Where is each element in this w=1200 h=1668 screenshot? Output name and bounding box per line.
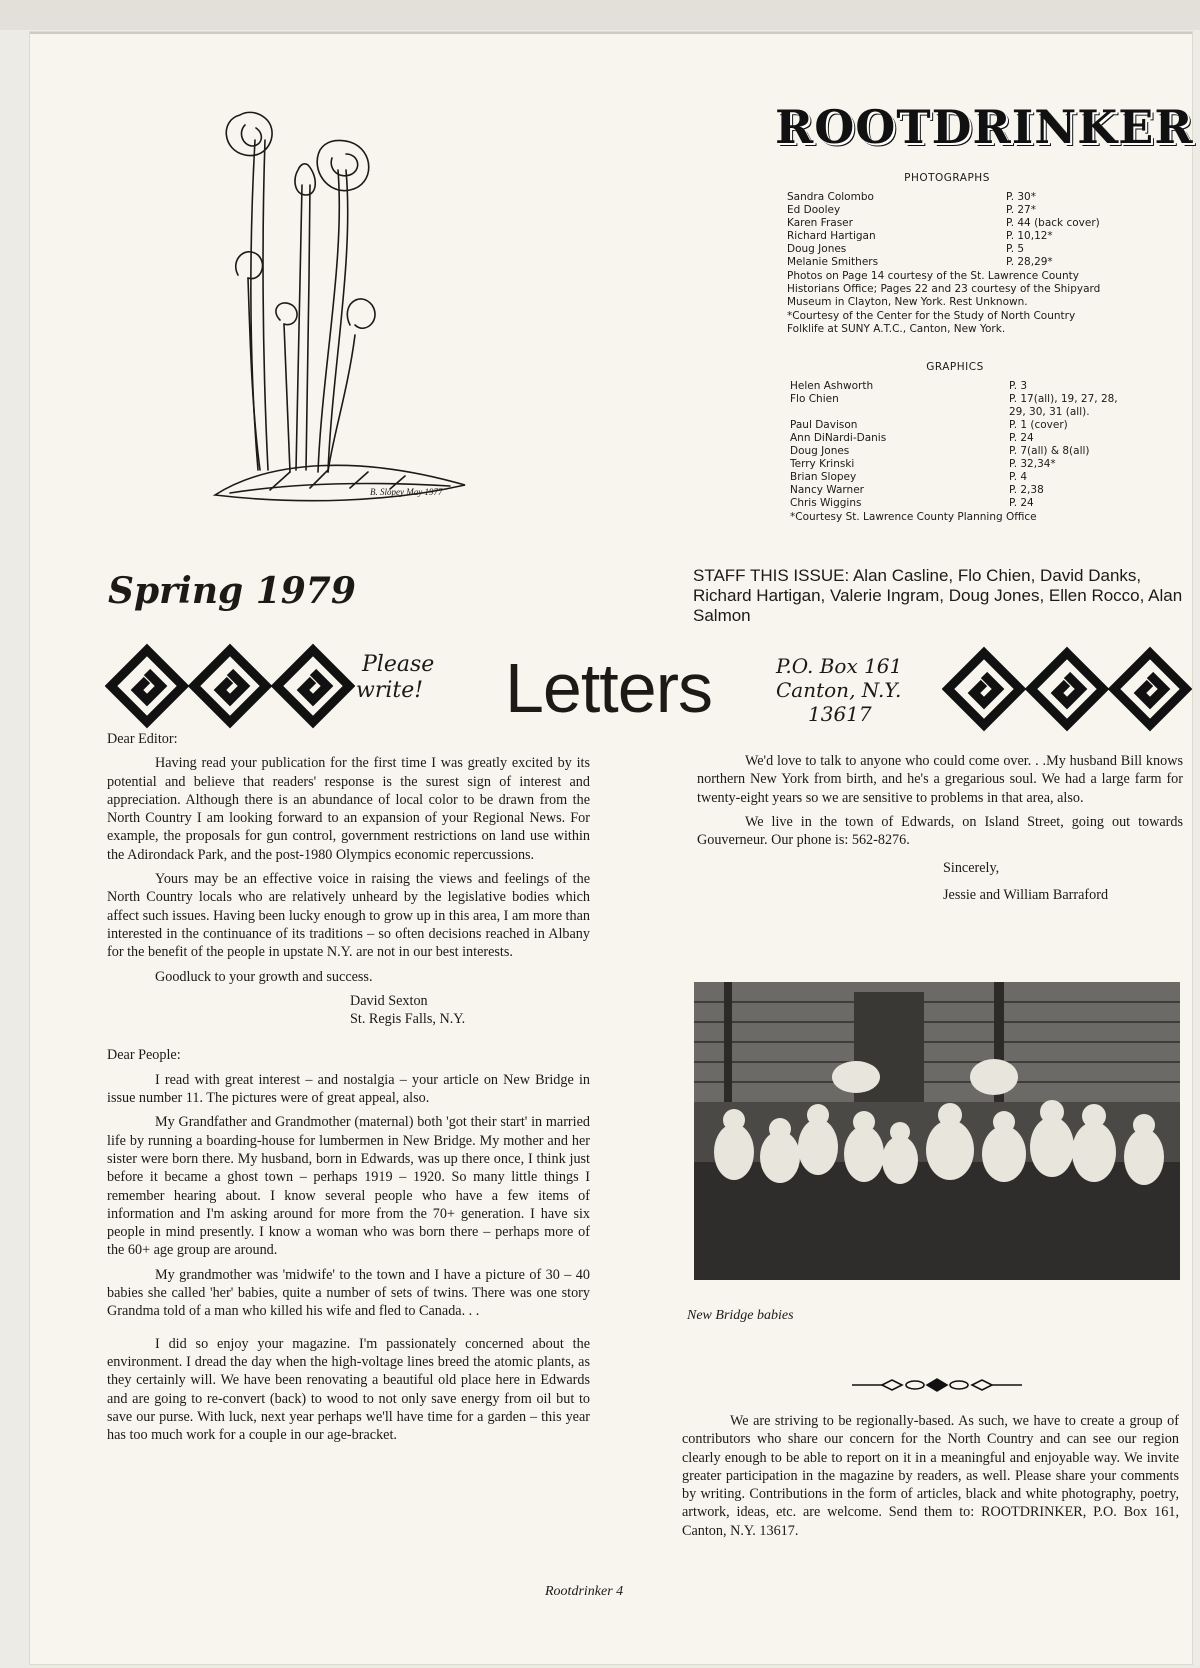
letter1-signature-name: David Sexton [350,992,428,1009]
greek-key-ornament-left [105,642,355,732]
page-footer: Rootdrinker 4 [545,1584,624,1599]
graphics-credit-row [790,458,1120,471]
please-write-note [356,652,435,704]
fern-artist-signature: B. Slopey May 1977 [370,487,443,497]
photographs-credit-row [787,191,1107,204]
photographs-heading: PHOTOGRAPHS [904,172,990,184]
graphics-credit-name: Terry Krinski [790,458,855,470]
graphics-credits [790,361,1120,524]
photographs-credit-pages: P. 28,29* [1006,256,1053,268]
graphics-credit-row [790,497,1120,510]
letter1-paragraph: Having read your publication for the first time I was greatly excited by its potential and believe that readers' response is the surest sign of interest and appreciation. Although there is an abundance of local color to be drawn from the North Country I am looking forward to an expansion of your Regional News. For example, the proposals for gun control, government restrictions on land use within the Adirondack Park, and the post-1980 Olympics economic repercussions. [107,755,590,863]
editorial-note [682,1412,1179,1546]
masthead-title: ROOTDRINKER [775,100,1194,154]
graphics-credit-pages: P. 1 (cover) [1009,419,1068,431]
photographs-credit-name: Melanie Smithers [787,256,879,268]
photographs-credit-pages: P. 27* [1006,204,1036,216]
letter2-paragraph: My Grandfather and Grandmother (maternal) both 'got their start' in married life by running a boarding-house for lumbermen in New Bridge. My mother and her sister were born there. My husband, born in Edwards, was up there once, I think just before it became a ghost town – perhaps 1919 – 1920. So many little things I remember hearing about. I know several people who have a few items of information and I'm asking around for more from the 70+ generation. I have six people in mind presently. I know a woman who was born there – perhaps more of the 60+ age group are around. [107,1114,590,1259]
graphics-credit-name: Nancy Warner [790,484,864,496]
graphics-credit-name: Helen Ashworth [790,380,874,392]
graphics-heading: GRAPHICS [926,361,984,373]
graphics-credit-name: Chris Wiggins [790,497,862,509]
greek-key-ornament-right [942,645,1192,735]
graphics-credit-row [790,432,1120,445]
letter2-paragraph: My grandmother was 'midwife' to the town and I have a picture of 30 – 40 babies she called 'her' babies, quite a number of sets of twins. There was one story Grandma told of a man who killed his wife and fled to Canada. . . [107,1266,590,1320]
letter2-continued-paragraph: We live in the town of Edwards, on Island Street, going out towards Gouverneur. Our phone is: 562-8276. [697,813,1183,849]
photographs-credit-pages: P. 30* [1006,191,1036,203]
letter2-salutation: Dear People: [107,1047,181,1064]
scan-background [0,0,1200,30]
graphics-credit-name: Paul Davison [790,419,858,431]
photo-credit-footnote: *Courtesy of the Center for the Study of North Country Folklife at SUNY A.T.C., Canton, New York. [787,310,1076,335]
photo-credit-note: Photos on Page 14 courtesy of the St. Lawrence County Historians Office; Pages 22 and 23 courtesy of the Shipyard Museum in Clayton, New York. Rest Unknown. [787,270,1101,308]
photographs-credit-pages: P. 44 (back cover) [1006,217,1100,229]
letter1-paragraph: Yours may be an effective voice in raising the views and feelings of the North Country locals who are relatively unheard by the legislative bodies which affect such issues. Having been lucky enough to grow up in this area, I am more than interested in the continuance of its traditions – so often decisions reached in Albany for the benefit of the people in upstate N.Y. are not in our best interests. [107,871,590,961]
photographs-credit-name: Ed Dooley [787,204,841,216]
graphics-credit-pages: P. 4 [1009,471,1028,483]
mailing-address [776,654,902,726]
photographs-credit-name: Doug Jones [787,243,847,255]
please-write-line-1: Please [362,652,435,677]
letter2-paragraph: I read with great interest – and nostalgia – your article on New Bridge in issue number 11. The pictures were of great appeal, also. [107,1071,590,1107]
letter2-continued-paragraph: We'd love to talk to anyone who could come over. . .My husband Bill knows northern New York from birth, and he's a gregarious soul. We had a large farm for twenty-eight years so we are sensitive to problems in that area, also. [697,753,1183,806]
photographs-credit-pages: P. 5 [1006,243,1025,255]
photographs-credit-name: Sandra Colombo [787,191,874,203]
photographs-credit-row [787,217,1107,230]
letter1-salutation: Dear Editor: [107,731,178,747]
graphics-credit-pages: P. 32,34* [1009,458,1056,470]
photographs-credit-row [787,204,1107,217]
graphics-credit-pages: P. 3 [1009,380,1028,392]
graphics-credit-pages: P. 2,38 [1009,484,1044,496]
letter1-signature-place: St. Regis Falls, N.Y. [350,1011,466,1028]
graphics-credit-name: Doug Jones [790,445,850,457]
graphics-credit-footnote: *Courtesy St. Lawrence County Planning Office [790,511,1037,523]
right-column-letter-continued [697,752,1183,904]
graphics-credit-pages: P. 7(all) & 8(all) [1009,445,1090,457]
photo-caption: New Bridge babies [687,1308,794,1323]
graphics-credit-pages: P. 24 [1009,497,1034,509]
graphics-credit-row [790,484,1120,497]
graphics-credit-row [790,380,1120,393]
photographs-credit-name: Karen Fraser [787,217,853,229]
please-write-line-2: write! [356,678,424,703]
letter1-paragraph: Goodluck to your growth and success. [155,968,373,985]
graphics-credit-pages: P. 17(all), 19, 27, 28, 29, 30, 31 (all). [1009,393,1118,418]
graphics-credit-name: Flo Chien [790,393,839,405]
graphics-credit-name: Ann DiNardi-Danis [790,432,887,444]
photographs-credit-row [787,230,1107,243]
graphics-credit-row [790,471,1120,484]
address-line-2: Canton, N.Y. [776,678,902,702]
new-bridge-babies-photo [694,982,1180,1280]
address-line-3: 13617 [808,702,872,726]
photo-credits [787,172,1107,336]
photographs-credit-row [787,243,1107,256]
photographs-credit-name: Richard Hartigan [787,230,876,242]
letter2-signature: Jessie and William Barraford [943,886,1109,903]
address-line-1: P.O. Box 161 [776,654,903,678]
graphics-credit-row [790,445,1120,458]
graphics-credit-row [790,393,1120,419]
issue-date: Spring 1979 [108,570,356,612]
letter2-paragraph: I did so enjoy your magazine. I'm passionately concerned about the environment. I dread the day when the high-voltage lines breed the atomic plants, as they certainly will. We have been renovating a beautiful old place here in Edwards and are going to re-convert (back) to wood to not only save energy from oil but to save our purse. With luck, next year perhaps we'll have time for a garden – this year has too much work for a couple in our age-bracket. [107,1335,590,1444]
divider-ornament [852,1378,1022,1392]
left-column [107,730,590,1450]
letter2-closing: Sincerely, [943,860,1000,877]
graphics-credit-pages: P. 24 [1009,432,1034,444]
photographs-credit-row [787,256,1107,269]
graphics-credit-row [790,419,1120,432]
fiddlehead-fern-illustration [210,110,470,520]
staff-this-issue: STAFF THIS ISSUE: Alan Casline, Flo Chien, David Danks, Richard Hartigan, Valerie Ingram, Doug Jones, Ellen Rocco, Alan Salmon [693,566,1183,625]
editorial-note-text: We are striving to be regionally-based. As such, we have to create a group of contributors who share our concern for the North Country and can see our region clearly enough to be able to report on it in a meaningful and enjoyable way. We invite greater participation in the magazine by readers, as well. Please share your comments by writing. Contributions in the form of articles, black and white photography, poetry, artwork, ideas, etc. are welcome. Send them to: ROOTDRINKER, P.O. Box 161, Canton, N.Y. 13617. [682,1413,1179,1539]
letters-heading: Letters [505,649,712,727]
graphics-credit-name: Brian Slopey [790,471,857,483]
photographs-credit-pages: P. 10,12* [1006,230,1053,242]
